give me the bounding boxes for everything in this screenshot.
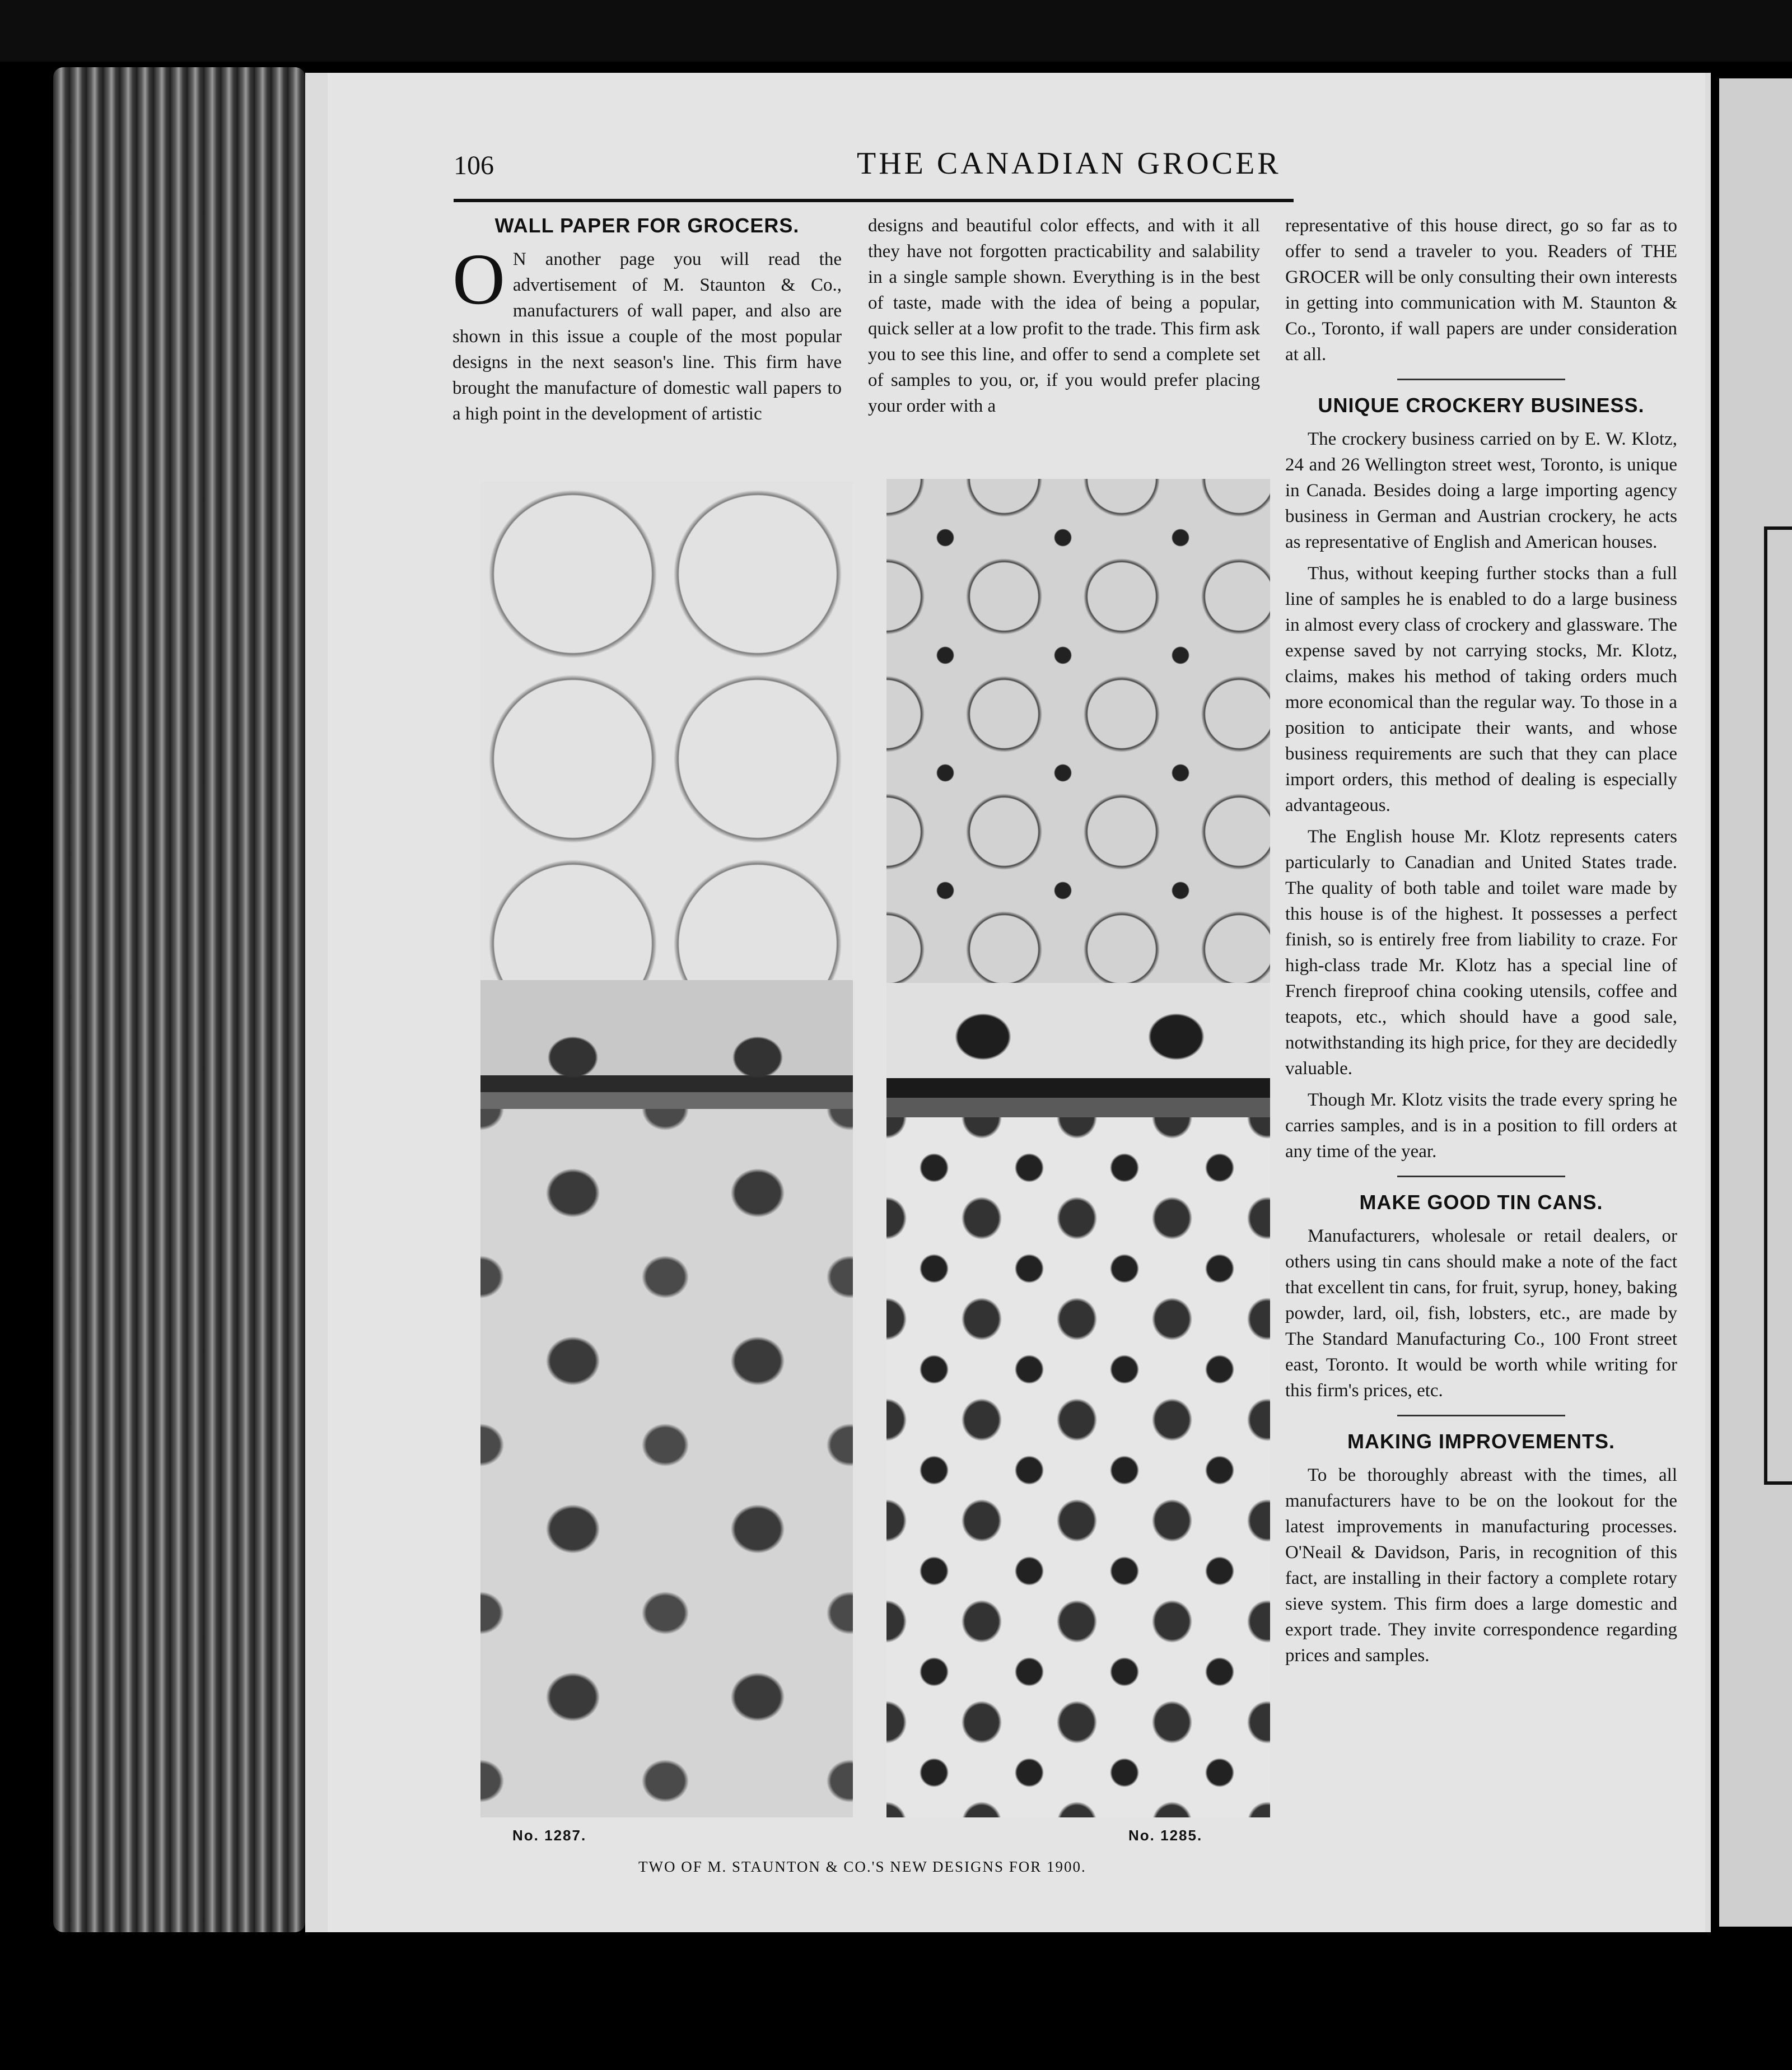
wallpaper-design-1285-image [886, 479, 1270, 1817]
column-1 [452, 213, 842, 427]
page-header [454, 146, 1282, 195]
paragraph: Though Mr. Klotz visits the trade every spring he carries samples, and is in a position to fill orders at any time of the year. [1285, 1090, 1677, 1162]
plate-label-left: No. 1287. [512, 1827, 587, 1844]
column-3 [1285, 213, 1677, 1668]
paragraph: N another page you will read the advertisement of M. Staunton & Co., manufacturers of wall paper, and also are shown in this issue a couple of the most popular designs in the next season's line. This firm have brought the manufacture of domestic wall papers to a high point in the development of artistic [452, 249, 842, 424]
wall-pattern [886, 1117, 1270, 1817]
adjacent-page-border-bottom [1764, 1481, 1792, 1485]
article-headline-improvements: MAKING IMPROVEMENTS. [1347, 1430, 1615, 1453]
article-body-wall-paper-part1 [452, 239, 842, 427]
ceiling-pattern [480, 482, 853, 980]
page-number: 106 [454, 151, 494, 180]
article-body-wall-paper-part3: representative of this house direct, go so far as to offer to send a traveler to you. Readers of THE GROCER will be only consulting their own interests in getting into communication with M. Staunton & Co., Toronto, if wall papers are under consideration at all. [1285, 216, 1677, 365]
figure-caption: TWO OF M. STAUNTON & CO.'S NEW DESIGNS FOR 1900. [638, 1858, 1086, 1875]
article-headline-tin-cans: MAKE GOOD TIN CANS. [1359, 1191, 1603, 1214]
paragraph: To be thoroughly abreast with the times, all manufacturers have to be on the lookout for the latest improvements in manufacturing processes. O'Neail & Davidson, Paris, in recognition of this fact, are installing in their factory a complete rotary sieve system. This firm does a large domestic and export trade. They invite correspondence regarding prices and samples. [1285, 1465, 1677, 1666]
adjacent-page-border [1764, 526, 1767, 1484]
article-headline-crockery: UNIQUE CROCKERY BUSINESS. [1318, 394, 1645, 417]
book-page-edges [53, 67, 305, 1932]
paragraph: Thus, without keeping further stocks than a full line of samples he is enabled to do a large business in almost every class of crockery and glassware. The expense saved by not carrying stocks, Mr. Klotz, claims, makes his method of taking orders much more economical than the regular way. To those in a position to anticipate their wants, and whose business requirements are such that they can place import orders, this method of dealing is especially advantageous. [1285, 563, 1677, 815]
plate-label-right: No. 1285. [1128, 1827, 1203, 1844]
adjacent-page-border-top [1764, 526, 1792, 530]
running-title: THE CANADIAN GROCER [857, 146, 1281, 181]
paragraph: Manufacturers, wholesale or retail dealers, or others using tin cans should make a note of the fact that excellent tin cans, for fruit, syrup, honey, baking powder, lard, oil, fish, lobsters, etc., are made by The Standard Manufacturing Co., 100 Front street east, Toronto. It would be worth while writing for this firm's prices, etc. [1285, 1226, 1677, 1401]
frieze-border [886, 983, 1270, 1117]
header-rule [454, 199, 1294, 202]
ceiling-pattern [886, 479, 1270, 983]
wall-pattern [480, 1109, 853, 1817]
frieze-border [480, 980, 853, 1109]
wallpaper-design-1287-image [480, 482, 853, 1817]
section-divider [1397, 1176, 1565, 1177]
article-body-wall-paper-part2: designs and beautiful color effects, and with it all they have not forgotten practicability and salability in a single sample shown. Everything is in the best of taste, made with the idea of being a popular, quick seller at a low profit to the trade. This firm ask you to see this line, and offer to send a complete set of samples to you, or, if you would prefer placing your order with a [868, 216, 1260, 416]
paragraph: The crockery business carried on by E. W. Klotz, 24 and 26 Wellington street west, Toronto, is unique in Canada. Besides doing a large importing agency business in German and Austrian crockery, he acts as representative of English and American houses. [1285, 429, 1677, 552]
column-2 [868, 213, 1260, 419]
scan-background [0, 0, 1792, 62]
drop-cap: O [452, 239, 505, 320]
adjacent-page [1719, 78, 1792, 1927]
section-divider [1397, 379, 1565, 380]
paragraph: The English house Mr. Klotz represents caters particularly to Canadian and United States trade. The quality of both table and toilet ware made by this house is of the highest. It possesses a perfect finish, so is entirely free from liability to craze. For high-class trade Mr. Klotz has a special line of French fireproof china cooking utensils, coffee and teapots, etc., which should have a good sale, notwithstanding its high price, for they are decidedly valuable. [1285, 827, 1677, 1079]
article-headline-wall-paper: WALL PAPER FOR GROCERS. [494, 214, 800, 237]
section-divider [1397, 1415, 1565, 1416]
